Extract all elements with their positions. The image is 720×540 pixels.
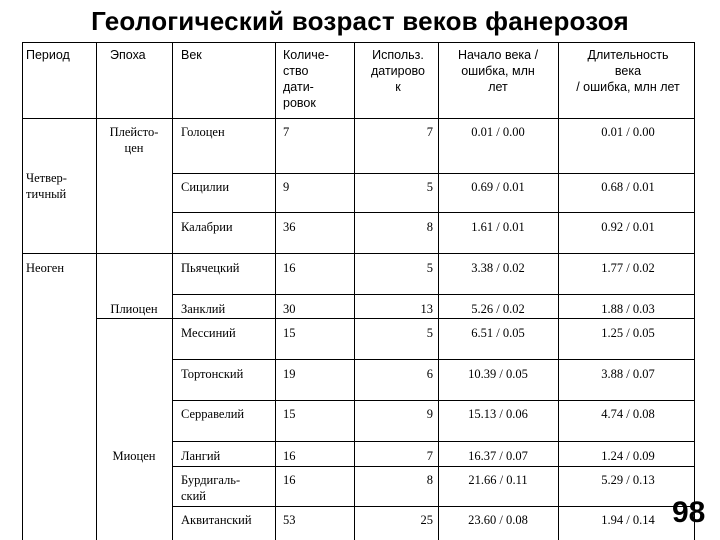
duration-cell: 1.94 / 0.14 bbox=[601, 513, 655, 527]
header-used: Использ. датирово к bbox=[370, 48, 426, 94]
page-title: Геологический возраст веков фанерозоя bbox=[91, 6, 629, 36]
used-cell: 6 bbox=[426, 367, 433, 381]
header-start: Начало века / ошибка, млн лет bbox=[457, 48, 539, 94]
table-rule bbox=[22, 42, 23, 540]
duration-cell: 1.25 / 0.05 bbox=[601, 326, 655, 340]
table-rule bbox=[438, 42, 439, 540]
stage-cell: Пьячецкий bbox=[181, 261, 240, 275]
stage-cell: Сицилии bbox=[181, 180, 230, 194]
period-neogene: Неоген bbox=[26, 261, 65, 275]
table-rule bbox=[22, 42, 694, 43]
table-rule bbox=[22, 253, 694, 254]
table-rule bbox=[172, 173, 694, 174]
stage-cell: Бурдигаль- ский bbox=[181, 473, 241, 503]
start-cell: 23.60 / 0.08 bbox=[468, 513, 528, 527]
used-cell: 13 bbox=[420, 302, 433, 316]
table-rule bbox=[172, 212, 694, 213]
count-cell: 7 bbox=[283, 125, 290, 139]
used-cell: 5 bbox=[426, 261, 433, 275]
stage-cell: Аквитанский bbox=[181, 513, 252, 527]
start-cell: 1.61 / 0.01 bbox=[471, 220, 525, 234]
header-count: Количе- ство дати- ровок bbox=[283, 48, 329, 110]
start-cell: 0.69 / 0.01 bbox=[471, 180, 525, 194]
epoch-pleistocene: Плейсто- цен bbox=[109, 125, 159, 155]
table-rule bbox=[558, 42, 559, 540]
stage-cell: Серравелий bbox=[181, 407, 245, 421]
table-rule bbox=[172, 506, 694, 507]
used-cell: 8 bbox=[426, 220, 433, 234]
table-rule bbox=[694, 42, 695, 540]
used-cell: 9 bbox=[426, 407, 433, 421]
count-cell: 30 bbox=[283, 302, 296, 316]
used-cell: 7 bbox=[426, 125, 433, 139]
header-period: Период bbox=[26, 48, 70, 62]
table-rule bbox=[22, 118, 694, 119]
duration-cell: 5.29 / 0.13 bbox=[601, 473, 655, 487]
duration-cell: 1.24 / 0.09 bbox=[601, 449, 655, 463]
start-cell: 6.51 / 0.05 bbox=[471, 326, 525, 340]
start-cell: 10.39 / 0.05 bbox=[468, 367, 528, 381]
page-number: 98 bbox=[672, 496, 706, 529]
stage-cell: Калабрии bbox=[181, 220, 233, 234]
used-cell: 8 bbox=[426, 473, 433, 487]
table-rule bbox=[172, 441, 694, 442]
start-cell: 0.01 / 0.00 bbox=[471, 125, 525, 139]
count-cell: 15 bbox=[283, 407, 296, 421]
table-rule bbox=[96, 42, 97, 540]
count-cell: 15 bbox=[283, 326, 296, 340]
duration-cell: 1.88 / 0.03 bbox=[601, 302, 655, 316]
table-rule bbox=[172, 359, 694, 360]
start-cell: 21.66 / 0.11 bbox=[468, 473, 528, 487]
count-cell: 53 bbox=[283, 513, 296, 527]
count-cell: 16 bbox=[283, 449, 296, 463]
start-cell: 16.37 / 0.07 bbox=[468, 449, 528, 463]
duration-cell: 0.68 / 0.01 bbox=[601, 180, 655, 194]
header-stage: Век bbox=[181, 48, 202, 62]
period-quaternary: Четвер- тичный bbox=[26, 171, 67, 201]
stage-cell: Мессиний bbox=[181, 326, 236, 340]
table-rule bbox=[275, 42, 276, 540]
count-cell: 36 bbox=[283, 220, 296, 234]
stage-cell: Занклий bbox=[181, 302, 226, 316]
header-epoch: Эпоха bbox=[110, 48, 146, 62]
used-cell: 5 bbox=[426, 180, 433, 194]
duration-cell: 4.74 / 0.08 bbox=[601, 407, 655, 421]
table-rule bbox=[354, 42, 355, 540]
start-cell: 15.13 / 0.06 bbox=[468, 407, 528, 421]
duration-cell: 1.77 / 0.02 bbox=[601, 261, 655, 275]
start-cell: 3.38 / 0.02 bbox=[471, 261, 525, 275]
stage-cell: Голоцен bbox=[181, 125, 225, 139]
header-duration: Длительность века / ошибка, млн лет bbox=[576, 48, 680, 94]
epoch-miocene: Миоцен bbox=[112, 449, 156, 463]
start-cell: 5.26 / 0.02 bbox=[471, 302, 525, 316]
table-rule bbox=[172, 400, 694, 401]
used-cell: 25 bbox=[420, 513, 433, 527]
duration-cell: 3.88 / 0.07 bbox=[601, 367, 655, 381]
table-rule bbox=[172, 466, 694, 467]
count-cell: 16 bbox=[283, 261, 296, 275]
duration-cell: 0.92 / 0.01 bbox=[601, 220, 655, 234]
table-rule bbox=[96, 318, 694, 319]
used-cell: 7 bbox=[426, 449, 433, 463]
table-rule bbox=[172, 294, 694, 295]
duration-cell: 0.01 / 0.00 bbox=[601, 125, 655, 139]
count-cell: 16 bbox=[283, 473, 296, 487]
epoch-pliocene: Плиоцен bbox=[110, 302, 158, 316]
stage-cell: Лангий bbox=[181, 449, 221, 463]
count-cell: 9 bbox=[283, 180, 290, 194]
table-rule bbox=[172, 42, 173, 540]
count-cell: 19 bbox=[283, 367, 296, 381]
used-cell: 5 bbox=[426, 326, 433, 340]
stage-cell: Тортонский bbox=[181, 367, 244, 381]
